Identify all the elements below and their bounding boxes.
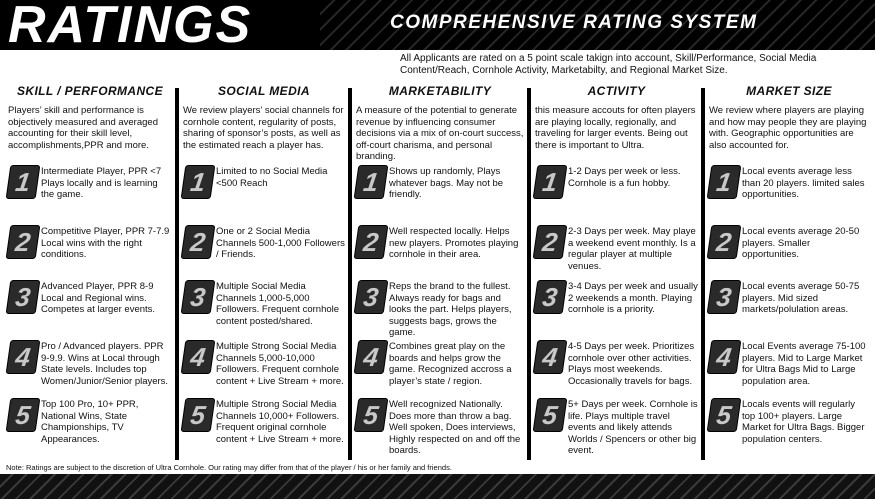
level-description: Advanced Player, PPR 8-9 Local and Regional wins. Competes at larger events. bbox=[41, 281, 156, 315]
footer-stripes bbox=[0, 474, 875, 499]
column-description: this measure accouts for often players are playing locally, regionally, and traveling for larger events. Being out there is important to Ultra. bbox=[535, 105, 696, 151]
level-description: Multiple Social Media Channels 1,000-5,000 Followers. Frequent cornhole content posted/shared. bbox=[216, 281, 340, 327]
level-description: 1-2 Days per week or less. Cornhole is a fun hobby. bbox=[568, 166, 681, 189]
column-description: We review players’ social channels for cornhole content, regularity of posts, sharing of sponsor’s posts, as well as the estimated reach a player has. bbox=[183, 105, 344, 151]
column-heading: SKILL / PERFORMANCE bbox=[16, 84, 164, 98]
column-description: We review where players are playing and how may people they are playing with. Geographic opportunities are also accounted for. bbox=[709, 105, 867, 151]
level-number-badge: 1 bbox=[533, 165, 568, 199]
rating-column bbox=[535, 83, 698, 458]
level-number-badge: 1 bbox=[6, 165, 41, 199]
level-number-badge: 2 bbox=[181, 225, 216, 259]
header-banner bbox=[0, 0, 875, 54]
level-number-badge: 4 bbox=[533, 340, 568, 374]
level-description: Multiple Strong Social Media Channels 10,000+ Followers. Frequent original cornhole content + Live Stream + more. bbox=[216, 399, 344, 445]
column-divider bbox=[527, 88, 531, 460]
level-number-badge: 5 bbox=[533, 398, 568, 432]
level-description: Intermediate Player, PPR <7 Plays locally and is learning the game. bbox=[41, 166, 162, 200]
level-number-badge: 4 bbox=[707, 340, 742, 374]
level-description: Well respected locally. Helps new players. Promotes playing cornhole in their area. bbox=[389, 226, 519, 260]
level-description: 4-5 Days per week. Prioritizes cornhole over other activities. Plays most weekends. Occasionally travels for bags. bbox=[568, 341, 695, 387]
intro-text: All Applicants are rated on a 5 point scale takign into account, Skill/Performance, Social Media Content/Reach, Cornhole Activity, Marketabilty, and Regional Market Size. bbox=[400, 53, 817, 76]
level-description: Local events average 20-50 players. Smaller opportunities. bbox=[742, 226, 860, 260]
level-number-badge: 1 bbox=[354, 165, 389, 199]
level-number-badge: 3 bbox=[533, 280, 568, 314]
level-number-badge: 5 bbox=[6, 398, 41, 432]
rating-column bbox=[8, 83, 172, 458]
level-number-badge: 2 bbox=[6, 225, 41, 259]
level-description: Pro / Advanced players. PPR 9-9.9. Wins at Local through State levels. Includes top Women/Junior/Senior players. bbox=[41, 341, 169, 387]
level-description: Reps the brand to the fullest. Always ready for bags and looks the part. Helps players, suggests bags, grows the game. bbox=[389, 281, 512, 338]
rating-column bbox=[709, 83, 869, 458]
level-number-badge: 1 bbox=[707, 165, 742, 199]
level-description: 3-4 Days per week and usually 2 weekends a month. Playing cornhole is a priority. bbox=[568, 281, 698, 315]
column-description: A measure of the potential to generate revenue by influencing consumer decisions via a mix of on-court success, off-court charisma, and personal branding. bbox=[356, 105, 524, 162]
page-subtitle: COMPREHENSIVE RATING SYSTEM bbox=[390, 12, 758, 33]
level-number-badge: 5 bbox=[354, 398, 389, 432]
level-description: Top 100 Pro, 10+ PPR, National Wins, State Championships, TV Appearances. bbox=[41, 399, 139, 445]
level-description: Well recognized Nationally. Does more than throw a bag. Well spoken, Does interviews, Highly respected on and off the boards. bbox=[389, 399, 521, 456]
level-number-badge: 3 bbox=[354, 280, 389, 314]
column-heading: SOCIAL MEDIA bbox=[218, 84, 310, 98]
page-title: RATINGS bbox=[8, 0, 253, 54]
level-number-badge: 4 bbox=[354, 340, 389, 374]
level-number-badge: 3 bbox=[181, 280, 216, 314]
level-description: 2-3 Days per week. May playe a weekend event monthly. Is a regular player at multiple venues. bbox=[568, 226, 696, 272]
level-number-badge: 3 bbox=[6, 280, 41, 314]
level-description: Local Events average 75-100 players. Mid to Large Market for Ultra Bags Mid to Large population area. bbox=[742, 341, 866, 387]
footnote: Note: Ratings are subject to the discretion of Ultra Cornhole. Our rating may differ from that of the player / his or her family and friends. bbox=[6, 463, 452, 472]
level-number-badge: 4 bbox=[6, 340, 41, 374]
level-description: 5+ Days per week. Cornhole is life. Plays multiple travel events and likely attends Worlds / Spencers or other big event. bbox=[568, 399, 698, 456]
rating-column bbox=[183, 83, 345, 458]
column-heading: MARKET SIZE bbox=[746, 84, 832, 98]
column-description: Players’ skill and performance is objectively measured and averaged accounting for their skill level, accomplishments,PPR and more. bbox=[8, 105, 158, 151]
level-description: Competitive Player, PPR 7-7.9 Local wins with the right conditions. bbox=[41, 226, 170, 260]
level-number-badge: 4 bbox=[181, 340, 216, 374]
level-number-badge: 5 bbox=[707, 398, 742, 432]
level-description: Local events average 50-75 players. Mid sized markets/polulation areas. bbox=[742, 281, 860, 315]
level-description: Local events average less than 20 players. limited sales opportunities. bbox=[742, 166, 865, 200]
level-description: One or 2 Social Media Channels 500-1,000 Followers / Friends. bbox=[216, 226, 345, 260]
rating-column bbox=[356, 83, 524, 458]
level-number-badge: 1 bbox=[181, 165, 216, 199]
level-description: Combines great play on the boards and helps grow the game. Recognized accross a player’s state / region. bbox=[389, 341, 512, 387]
level-number-badge: 2 bbox=[354, 225, 389, 259]
level-number-badge: 2 bbox=[707, 225, 742, 259]
level-description: Locals events will regularly top 100+ players. Large Market for Ultra Bags. Bigger population centers. bbox=[742, 399, 865, 445]
column-divider bbox=[701, 88, 705, 460]
level-number-badge: 2 bbox=[533, 225, 568, 259]
column-divider bbox=[175, 88, 179, 460]
column-heading: ACTIVITY bbox=[587, 84, 646, 98]
column-heading: MARKETABILITY bbox=[388, 84, 492, 98]
level-description: Shows up randomly, Plays whatever bags. May not be friendly. bbox=[389, 166, 504, 200]
level-description: Multiple Strong Social Media Channels 5,000-10,000 Followers. Frequent cornhole content + Live Stream + more. bbox=[216, 341, 344, 387]
level-number-badge: 3 bbox=[707, 280, 742, 314]
level-number-badge: 5 bbox=[181, 398, 216, 432]
level-description: Limited to no Social Media <500 Reach bbox=[216, 166, 328, 189]
column-divider bbox=[348, 88, 352, 460]
